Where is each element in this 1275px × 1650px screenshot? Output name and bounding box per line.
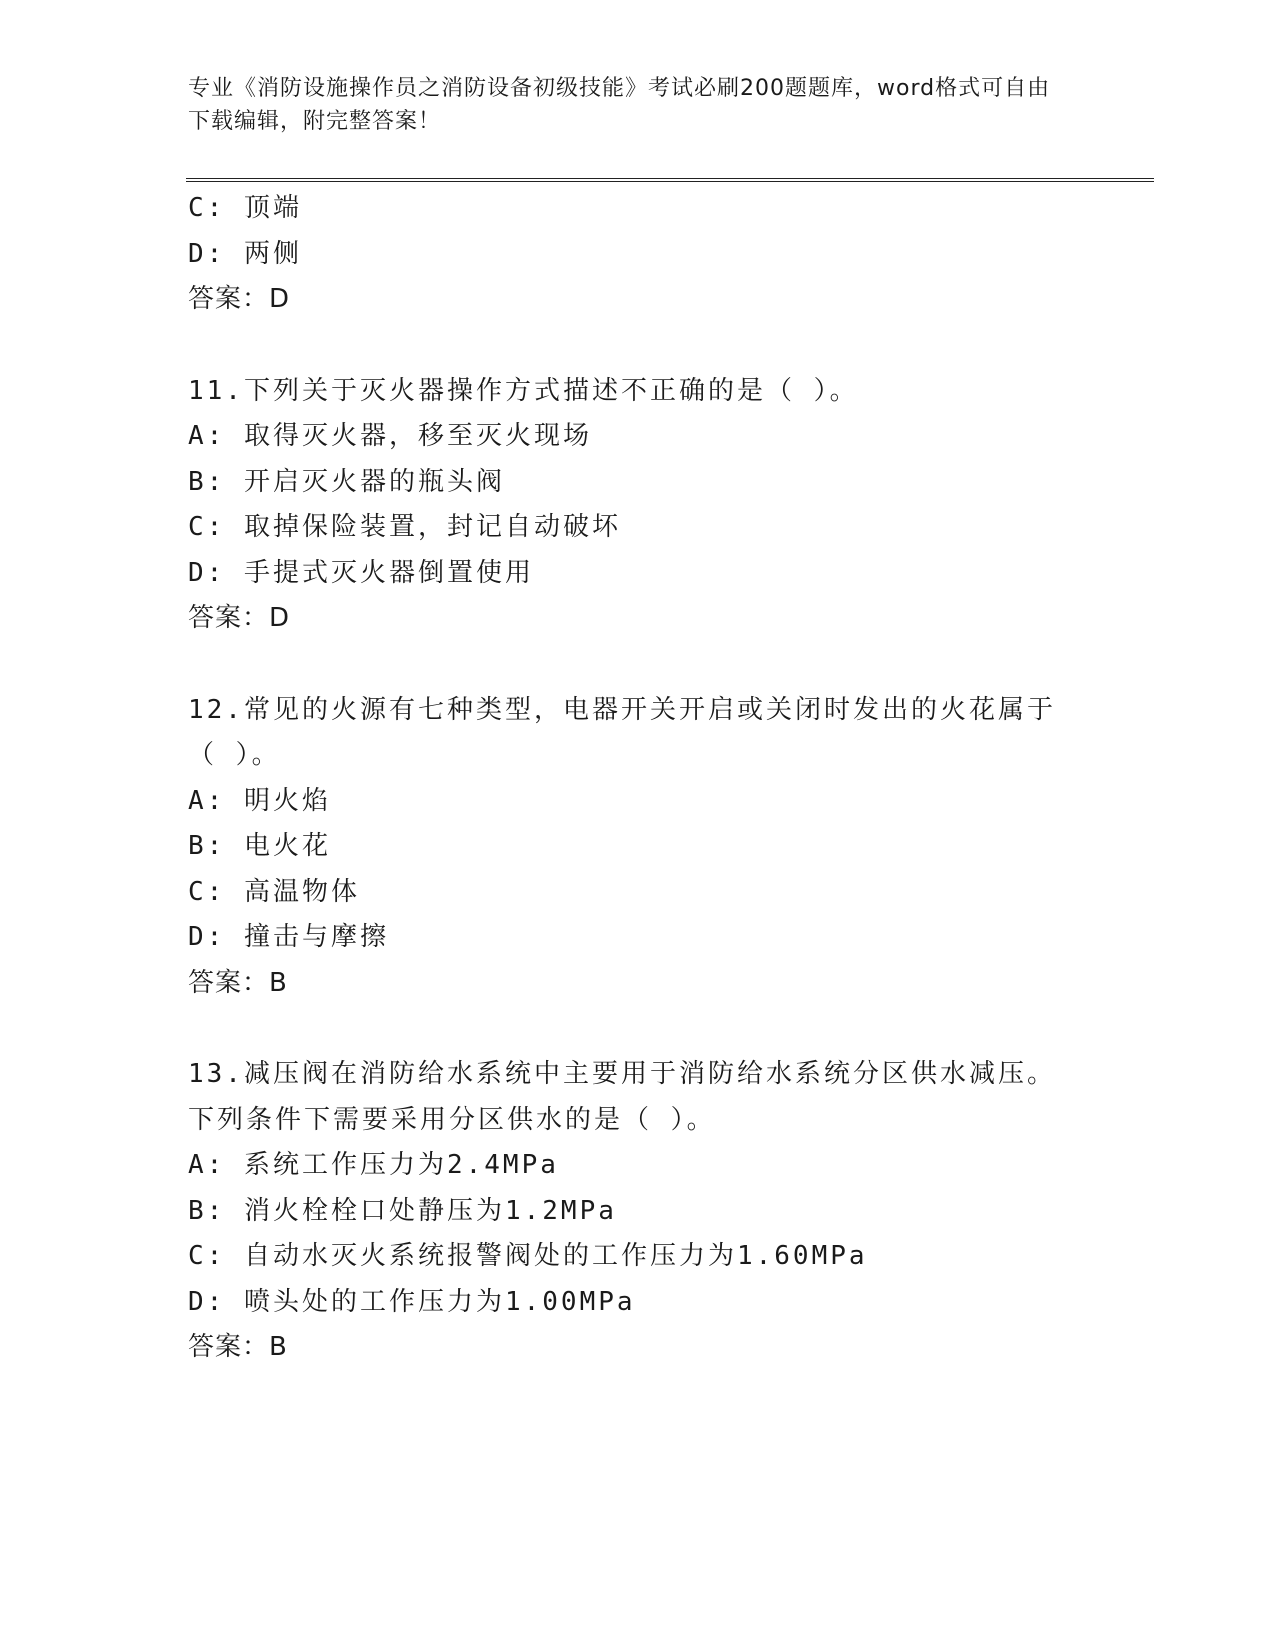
- question-stem: 13.减压阀在消防给水系统中主要用于消防给水系统分区供水减压。下列条件下需要采用分区供水的是（ ）。: [188, 1059, 1056, 1135]
- spacer: [188, 323, 1088, 369]
- option-d: D: 喷头处的工作压力为1.00MPa: [188, 1286, 636, 1317]
- answer-label: 答案：B: [188, 967, 288, 998]
- header-divider: [186, 178, 1154, 182]
- question-block-prev: [188, 186, 1088, 323]
- option-a: A: 取得灭火器，移至灭火现场: [188, 421, 592, 451]
- option-c: C: 自动水灭火系统报警阀处的工作压力为1.60MPa: [188, 1241, 868, 1271]
- question-list: [188, 186, 1088, 1371]
- spacer: [188, 642, 1088, 688]
- option-a: A: 明火焰: [188, 785, 331, 816]
- option-b: B: 电火花: [188, 831, 331, 861]
- question-stem: 12.常见的火源有七种类型，电器开关开启或关闭时发出的火花属于（ ）。: [188, 694, 1056, 770]
- spacer: [188, 1006, 1088, 1052]
- option-c: C: 取掉保险装置，封记自动破坏: [188, 512, 621, 542]
- answer-label: 答案：D: [188, 603, 291, 633]
- question-stem: 11.下列关于灭火器操作方式描述不正确的是（ ）。: [188, 375, 859, 406]
- option-d: D: 撞击与摩擦: [188, 922, 389, 952]
- question-block-13: [188, 1052, 1088, 1371]
- answer-label: 答案：B: [188, 1332, 288, 1362]
- option-c: C: 高温物体: [188, 876, 360, 907]
- question-block-11: [188, 369, 1088, 642]
- page-header: 专业《消防设施操作员之消防设备初级技能》考试必刷200题题库，word格式可自由下载编辑，附完整答案！: [188, 76, 1051, 134]
- option-b: B: 开启灭火器的瓶头阀: [188, 466, 505, 497]
- answer-label: 答案：D: [188, 284, 291, 314]
- option-d: D: 手提式灭火器倒置使用: [188, 557, 534, 588]
- option-b: B: 消火栓栓口处静压为1.2MPa: [188, 1195, 617, 1226]
- option-d: D: 两侧: [188, 238, 302, 269]
- option-c: C: 顶端: [188, 193, 302, 223]
- option-a: A: 系统工作压力为2.4MPa: [188, 1150, 559, 1180]
- question-block-12: [188, 688, 1088, 1007]
